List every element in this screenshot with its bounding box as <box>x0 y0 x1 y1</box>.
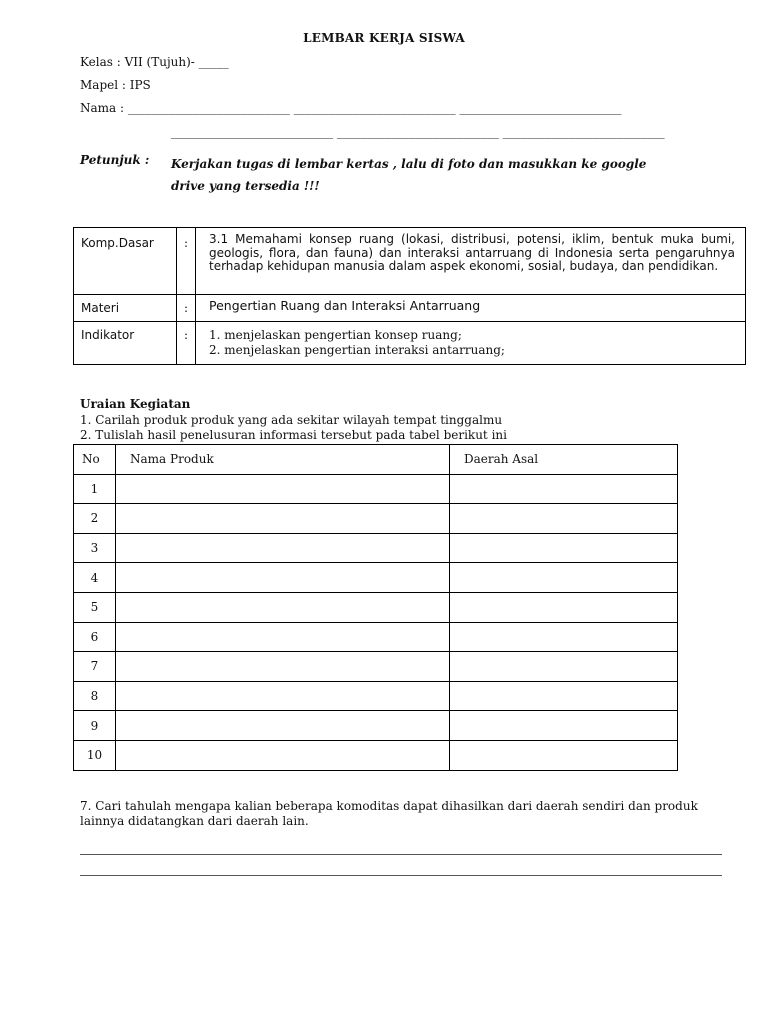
komp-dasar-value: 3.1 Memahami konsep ruang (lokasi, distribusi, potensi, iklim, bentuk muka bumi, geologis, flora, dan fauna) dan interaksi antarruang di Indonesia serta pengaruhnya terhadap kehidupan manusia dalam aspek ekonomi, sosial, budaya, dan pendidikan. <box>196 228 746 295</box>
kelas-field: Kelas : VII (Tujuh)- _____ <box>80 55 229 69</box>
kegiatan-step-1: 1. Carilah produk produk yang ada sekitar wilayah tempat tinggalmu <box>80 413 503 427</box>
kegiatan-step-2: 2. Tulislah hasil penelusuran informasi tersebut pada tabel berikut ini <box>80 428 507 442</box>
daerah-asal-cell[interactable] <box>450 592 678 622</box>
row-number: 9 <box>74 711 116 741</box>
komp-dasar-label: Komp.Dasar <box>74 228 177 295</box>
indikator-colon: : <box>177 322 196 365</box>
table-row-materi <box>74 295 746 322</box>
section-title: Uraian Kegiatan <box>80 397 191 411</box>
row-number: 7 <box>74 652 116 682</box>
indikator-item-1: 1. menjelaskan pengertian konsep ruang; <box>209 328 462 342</box>
table-row <box>74 504 678 534</box>
nama-produk-cell[interactable] <box>116 592 450 622</box>
materi-label: Materi <box>74 295 177 322</box>
petunjuk-line-1: Kerjakan tugas di lembar kertas , lalu di foto dan masukkan ke google <box>171 157 647 171</box>
table-header-row <box>74 445 678 475</box>
table-row <box>74 563 678 593</box>
column-header-nama-produk: Nama Produk <box>116 445 450 475</box>
nama-produk-cell[interactable] <box>116 681 450 711</box>
table-row <box>74 533 678 563</box>
row-number: 5 <box>74 592 116 622</box>
mapel-field: Mapel : IPS <box>80 78 151 92</box>
petunjuk-label: Petunjuk : <box>80 153 150 167</box>
answer-line[interactable] <box>80 854 722 855</box>
nama-produk-cell[interactable] <box>116 652 450 682</box>
table-row <box>74 711 678 741</box>
competency-table <box>73 227 746 365</box>
row-number: 10 <box>74 740 116 770</box>
nama-produk-cell[interactable] <box>116 622 450 652</box>
nama-produk-cell[interactable] <box>116 711 450 741</box>
row-number: 6 <box>74 622 116 652</box>
table-row <box>74 474 678 504</box>
daerah-asal-cell[interactable] <box>450 533 678 563</box>
materi-value: Pengertian Ruang dan Interaksi Antarruang <box>196 295 746 322</box>
question-7 <box>80 799 740 829</box>
daerah-asal-cell[interactable] <box>450 681 678 711</box>
nama-produk-cell[interactable] <box>116 533 450 563</box>
daerah-asal-cell[interactable] <box>450 504 678 534</box>
row-number: 8 <box>74 681 116 711</box>
worksheet-title: LEMBAR KERJA SISWA <box>303 31 465 45</box>
daerah-asal-cell[interactable] <box>450 622 678 652</box>
materi-colon: : <box>177 295 196 322</box>
question-7-line-1: 7. Cari tahulah mengapa kalian beberapa komoditas dapat dihasilkan dari daerah sendiri dan produk <box>80 799 698 813</box>
question-7-line-2: lainnya didatangkan dari daerah lain. <box>80 814 309 828</box>
column-header-daerah-asal: Daerah Asal <box>450 445 678 475</box>
row-number: 2 <box>74 504 116 534</box>
nama-produk-cell[interactable] <box>116 474 450 504</box>
petunjuk-line-2: drive yang tersedia !!! <box>171 179 320 193</box>
table-row-indikator <box>74 322 746 365</box>
table-row <box>74 681 678 711</box>
row-number: 4 <box>74 563 116 593</box>
table-row-komp-dasar <box>74 228 746 295</box>
nama-field: Nama : ___________________________ ___________________________ ___________________________ <box>80 101 622 115</box>
indikator-label: Indikator <box>74 322 177 365</box>
nama-produk-cell[interactable] <box>116 740 450 770</box>
petunjuk-text <box>171 153 691 197</box>
nama-field-continuation: ___________________________ ___________________________ ___________________________ <box>171 125 665 139</box>
answer-line[interactable] <box>80 875 722 876</box>
daerah-asal-cell[interactable] <box>450 563 678 593</box>
table-row <box>74 622 678 652</box>
indikator-value <box>196 322 746 365</box>
daerah-asal-cell[interactable] <box>450 711 678 741</box>
table-row <box>74 740 678 770</box>
row-number: 3 <box>74 533 116 563</box>
daerah-asal-cell[interactable] <box>450 474 678 504</box>
nama-produk-cell[interactable] <box>116 563 450 593</box>
column-header-no: No <box>74 445 116 475</box>
produk-table <box>73 444 678 771</box>
daerah-asal-cell[interactable] <box>450 740 678 770</box>
komp-dasar-colon: : <box>177 228 196 295</box>
row-number: 1 <box>74 474 116 504</box>
table-row <box>74 592 678 622</box>
indikator-item-2: 2. menjelaskan pengertian interaksi antarruang; <box>209 343 505 357</box>
table-row <box>74 652 678 682</box>
daerah-asal-cell[interactable] <box>450 652 678 682</box>
nama-produk-cell[interactable] <box>116 504 450 534</box>
